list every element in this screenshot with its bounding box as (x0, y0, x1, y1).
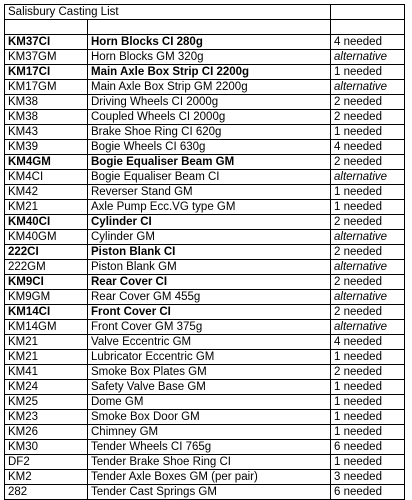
part-code-cell: KM21 (5, 350, 88, 365)
part-code-cell: KM24 (5, 380, 88, 395)
table-row (5, 275, 405, 290)
part-code-cell: 282 (5, 485, 88, 500)
description-cell: Dome GM (88, 395, 331, 410)
description-cell: Rear Cover GM 455g (88, 290, 331, 305)
quantity-cell: 4 needed (331, 35, 405, 50)
blank-cell (88, 20, 331, 35)
quantity-cell: 6 needed (331, 440, 405, 455)
part-code-cell: KM42 (5, 185, 88, 200)
table-row (5, 395, 405, 410)
table-row (5, 350, 405, 365)
table-row (5, 290, 405, 305)
table-row (5, 455, 405, 470)
table-row (5, 470, 405, 485)
table-row (5, 305, 405, 320)
part-code-cell: KM38 (5, 110, 88, 125)
table-row (5, 215, 405, 230)
quantity-cell: 4 needed (331, 140, 405, 155)
blank-row (5, 20, 405, 35)
table-row (5, 35, 405, 50)
part-code-cell: KM30 (5, 440, 88, 455)
quantity-cell: 2 needed (331, 110, 405, 125)
table-row (5, 365, 405, 380)
description-cell: Horn Blocks GM 320g (88, 50, 331, 65)
quantity-cell: 1 needed (331, 125, 405, 140)
part-code-cell: KM41 (5, 365, 88, 380)
table-row (5, 230, 405, 245)
quantity-cell: 2 needed (331, 305, 405, 320)
quantity-cell: 3 needed (331, 470, 405, 485)
description-cell: Rear Cover CI (88, 275, 331, 290)
part-code-cell: KM25 (5, 395, 88, 410)
description-cell: Brake Shoe Ring CI 620g (88, 125, 331, 140)
description-cell: Tender Wheels CI 765g (88, 440, 331, 455)
title-row-empty-cell (331, 5, 405, 20)
description-cell: Driving Wheels CI 2000g (88, 95, 331, 110)
part-code-cell: KM37CI (5, 35, 88, 50)
blank-cell (5, 20, 88, 35)
description-cell: Cylinder CI (88, 215, 331, 230)
description-cell: Tender Brake Shoe Ring CI (88, 455, 331, 470)
description-cell: Tender Axle Boxes GM (per pair) (88, 470, 331, 485)
table-row (5, 125, 405, 140)
description-cell: Piston Blank CI (88, 245, 331, 260)
description-cell: Bogie Equaliser Beam GM (88, 155, 331, 170)
table-row (5, 335, 405, 350)
table-row (5, 260, 405, 275)
description-cell: Cylinder GM (88, 230, 331, 245)
part-code-cell: KM4CI (5, 170, 88, 185)
quantity-cell: 2 needed (331, 245, 405, 260)
title-row (5, 5, 405, 20)
quantity-cell: 1 needed (331, 455, 405, 470)
table-row (5, 200, 405, 215)
description-cell: Reverser Stand GM (88, 185, 331, 200)
quantity-cell: 1 needed (331, 185, 405, 200)
description-cell: Smoke Box Door GM (88, 410, 331, 425)
quantity-cell: alternative (331, 170, 405, 185)
part-code-cell: KM40GM (5, 230, 88, 245)
quantity-cell: 1 needed (331, 350, 405, 365)
part-code-cell: KM26 (5, 425, 88, 440)
part-code-cell: KM23 (5, 410, 88, 425)
description-cell: Bogie Wheels CI 630g (88, 140, 331, 155)
part-code-cell: KM17GM (5, 80, 88, 95)
description-cell: Safety Valve Base GM (88, 380, 331, 395)
part-code-cell: KM14CI (5, 305, 88, 320)
description-cell: Tender Cast Springs GM (88, 485, 331, 500)
part-code-cell: KM21 (5, 335, 88, 350)
part-code-cell: KM21 (5, 200, 88, 215)
quantity-cell: 4 needed (331, 335, 405, 350)
table-row (5, 80, 405, 95)
table-row (5, 380, 405, 395)
sheet-title: Salisbury Casting List (5, 5, 331, 20)
part-code-cell: KM9CI (5, 275, 88, 290)
description-cell: Front Cover CI (88, 305, 331, 320)
part-code-cell: KM40CI (5, 215, 88, 230)
blank-cell (331, 20, 405, 35)
quantity-cell: 2 needed (331, 215, 405, 230)
quantity-cell: alternative (331, 50, 405, 65)
description-cell: Smoke Box Plates GM (88, 365, 331, 380)
table-row (5, 185, 405, 200)
quantity-cell: alternative (331, 80, 405, 95)
quantity-cell: 6 needed (331, 485, 405, 500)
quantity-cell: 1 needed (331, 395, 405, 410)
table-row (5, 50, 405, 65)
description-cell: Piston Blank GM (88, 260, 331, 275)
table-row (5, 320, 405, 335)
description-cell: Lubricator Eccentric GM (88, 350, 331, 365)
quantity-cell: alternative (331, 230, 405, 245)
table-row (5, 440, 405, 455)
description-cell: Chimney GM (88, 425, 331, 440)
quantity-cell: 2 needed (331, 155, 405, 170)
description-cell: Bogie Equaliser Beam CI (88, 170, 331, 185)
table-row (5, 170, 405, 185)
description-cell: Valve Eccentric GM (88, 335, 331, 350)
part-code-cell: DF2 (5, 455, 88, 470)
quantity-cell: alternative (331, 290, 405, 305)
part-code-cell: 222CI (5, 245, 88, 260)
quantity-cell: 2 needed (331, 365, 405, 380)
part-code-cell: KM38 (5, 95, 88, 110)
quantity-cell: 1 needed (331, 200, 405, 215)
table-row (5, 110, 405, 125)
part-code-cell: KM37GM (5, 50, 88, 65)
table-row (5, 485, 405, 500)
part-code-cell: KM39 (5, 140, 88, 155)
description-cell: Main Axle Box Strip GM 2200g (88, 80, 331, 95)
casting-list-sheet (4, 4, 405, 500)
part-code-cell: KM9GM (5, 290, 88, 305)
table-row (5, 155, 405, 170)
part-code-cell: KM4GM (5, 155, 88, 170)
quantity-cell: 1 needed (331, 425, 405, 440)
table-row (5, 425, 405, 440)
table-row (5, 410, 405, 425)
description-cell: Coupled Wheels CI 2000g (88, 110, 331, 125)
part-code-cell: KM2 (5, 470, 88, 485)
quantity-cell: alternative (331, 260, 405, 275)
quantity-cell: 1 needed (331, 410, 405, 425)
table-row (5, 140, 405, 155)
description-cell: Horn Blocks CI 280g (88, 35, 331, 50)
quantity-cell: 1 needed (331, 65, 405, 80)
table-row (5, 245, 405, 260)
quantity-cell: 1 needed (331, 380, 405, 395)
table-row (5, 65, 405, 80)
part-code-cell: 222GM (5, 260, 88, 275)
part-code-cell: KM43 (5, 125, 88, 140)
table-row (5, 95, 405, 110)
description-cell: Front Cover GM 375g (88, 320, 331, 335)
part-code-cell: KM14GM (5, 320, 88, 335)
quantity-cell: alternative (331, 320, 405, 335)
quantity-cell: 2 needed (331, 275, 405, 290)
description-cell: Main Axle Box Strip CI 2200g (88, 65, 331, 80)
quantity-cell: 2 needed (331, 95, 405, 110)
casting-list-table (4, 4, 405, 500)
description-cell: Axle Pump Ecc.VG type GM (88, 200, 331, 215)
part-code-cell: KM17CI (5, 65, 88, 80)
